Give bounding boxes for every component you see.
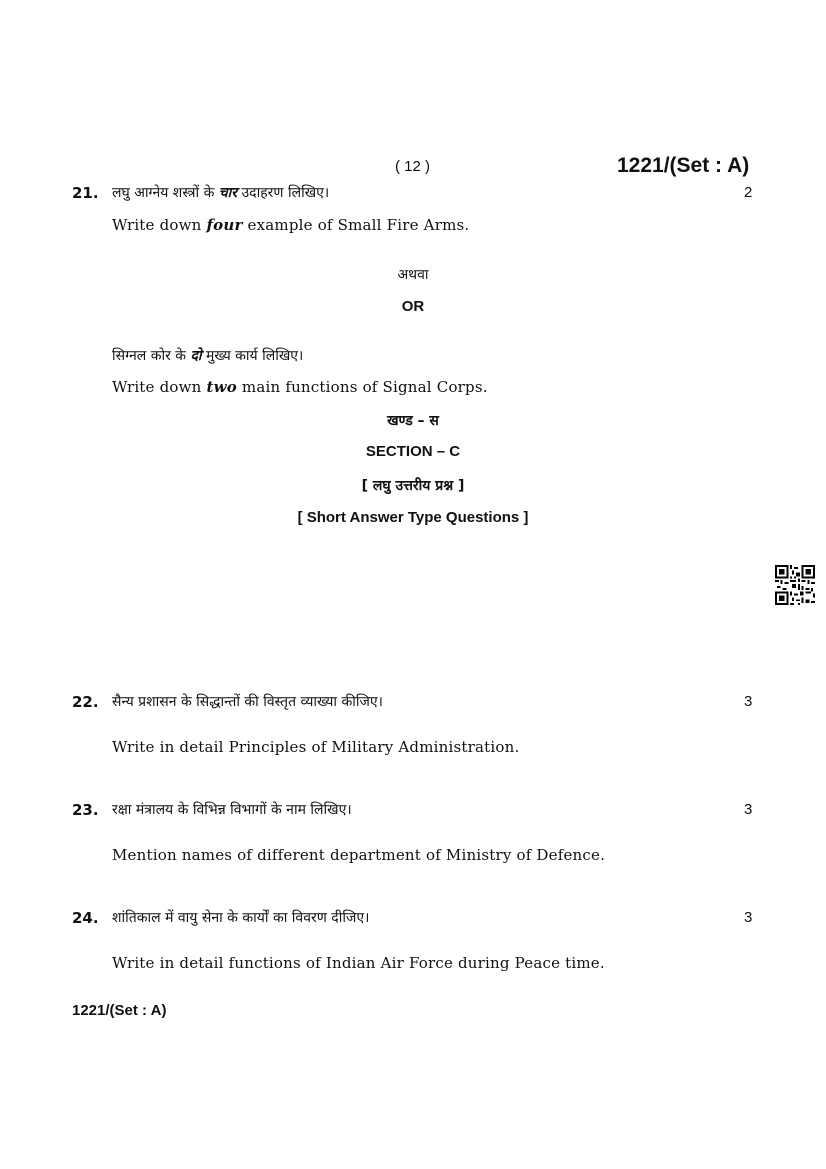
question-marks: 3 [744, 693, 753, 710]
question-number: 21. [72, 184, 99, 202]
or-english: OR [401, 298, 425, 315]
question-number: 22. [72, 693, 99, 711]
question-marks: 3 [744, 801, 753, 818]
paper-code-footer: 1221/(Set : A) [72, 1002, 167, 1019]
section-subtitle-hindi: [ लघु उत्तरीय प्रश्न ] [361, 478, 465, 494]
question-number: 23. [72, 801, 99, 819]
question-marks: 2 [744, 184, 753, 201]
question-hindi-pre: लघु आग्नेय शस्त्रों के [112, 185, 215, 201]
section-subtitle-english: [ Short Answer Type Questions ] [297, 509, 529, 526]
question-english: Write in detail Principles of Military Administration. [112, 738, 520, 756]
question-hindi: सैन्य प्रशासन के सिद्धान्तों की विस्तृत व्याख्या कीजिए। [112, 694, 383, 710]
question-hindi-post: उदाहरण लिखिए। [241, 185, 330, 201]
question-english-emphasis: four [206, 216, 243, 234]
question-number: 24. [72, 909, 99, 927]
section-title-hindi: खण्ड – स [387, 413, 439, 429]
or-hindi: अथवा [397, 267, 429, 283]
alt-question-hindi-post: मुख्य कार्य लिखिए। [206, 348, 304, 364]
paper-code-header: 1221/(Set : A) [617, 154, 750, 177]
page-number: ( 12 ) [395, 158, 431, 175]
alt-question-hindi [112, 346, 303, 365]
question-english-pre: Write down [112, 216, 202, 234]
alt-question-english-pre: Write down [112, 378, 202, 396]
alt-question-english-emphasis: two [206, 378, 237, 396]
question-english-post: example of Small Fire Arms. [247, 216, 470, 234]
question-hindi-emphasis: चार [218, 185, 238, 201]
alt-question-hindi-pre: सिग्नल कोर के [112, 348, 187, 364]
alt-question-english-post: main functions of Signal Corps. [241, 378, 488, 396]
question-english [112, 216, 469, 234]
question-hindi: रक्षा मंत्रालय के विभिन्न विभागों के नाम लिखिए। [112, 802, 352, 818]
alt-question-hindi-emphasis: दो [190, 348, 202, 364]
qr-code [775, 565, 815, 605]
question-english: Write in detail functions of Indian Air Force during Peace time. [112, 954, 605, 972]
question-hindi [112, 183, 329, 202]
question-marks: 3 [744, 909, 753, 926]
question-english: Mention names of different department of Ministry of Defence. [112, 846, 606, 864]
question-hindi: शांतिकाल में वायु सेना के कार्यों का विवरण दीजिए। [112, 910, 370, 926]
alt-question-english [112, 378, 488, 396]
section-title-english: SECTION – C [365, 443, 461, 460]
